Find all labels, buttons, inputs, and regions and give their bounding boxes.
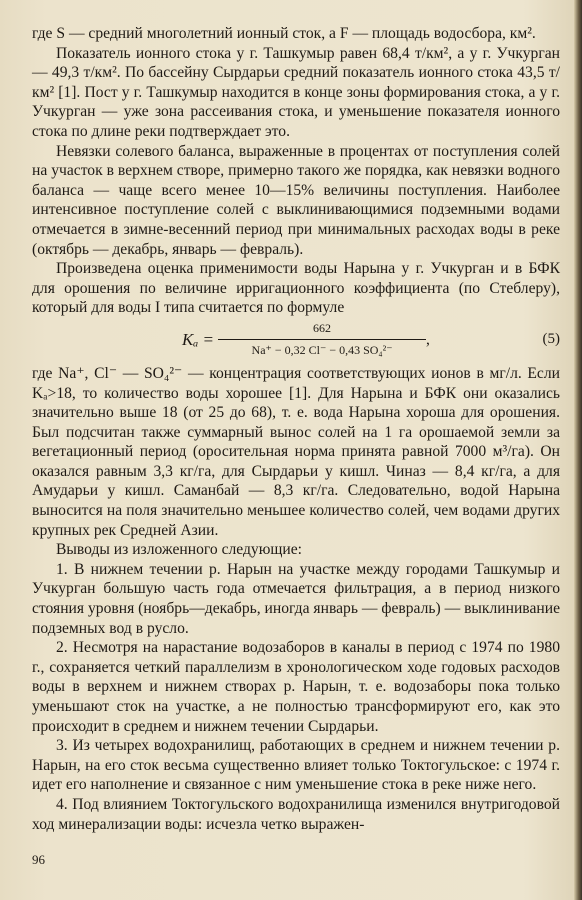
formula-5: [32, 320, 560, 360]
formula-numerator: 662: [218, 319, 426, 341]
paragraph-salt-balance: Невязки солевого баланса, выраженные в процентах от поступления солей на участок в верхнем створе, примерно такого же порядка, как невязки водного баланса — чаще всего менее 10—15% величины поступления. Наиболее интенсивное поступление солей с выклинивающимися подземными водами отмечается в зимне-весенний период при минимальных расходах воды в реке (октябрь — декабрь, январь — февраль).: [32, 142, 560, 258]
paragraph-ion-concentration: где Na⁺, Cl⁻ — SO₄²⁻ — концентрация соответствующих ионов в мг/л. Если Kₐ>18, то количество воды хорошее [1]. Для Нарына и БФК они оказались значительно выше 18 (от 25 до 68), т. е. вода Нарына хороша для орошения. Был подсчитан также суммарный вынос солей на 1 га орошаемой земли за вегетационный период (оросительная норма принята равной 7000 м³/га). Он оказался равным 3,3 кг/га, для Сырдарьи у кишл. Чиназ — 8,4 кг/га, а для Амударьи у кишл. Саманбай — 8,3 кг/га. Следовательно, водой Нарына выносится на поля значительно меньшее количество солей, чем водами других крупных рек Средней Азии.: [32, 364, 560, 539]
equation-number: (5): [542, 330, 560, 347]
paragraph-ion-runoff: Показатель ионного стока у г. Ташкумыр равен 68,4 т/км², а у г. Учкурган — 49,3 т/км². По бассейну Сырдарьи средний показатель ионного стока 43,5 т/км² [1]. Пост у г. Ташкумыр находится в конце зоны формирования стока, а у г. Учкурган — уже зона рассеивания стока, и уменьшение показателя ионного стока по длине реки подтверждает это.: [32, 44, 560, 140]
formula-tail: ,: [426, 331, 430, 349]
conclusion-4: 4. Под влиянием Токтогульского водохранилища изменился внутригодовой ход минерализации воды: исчезла четко выражен-: [32, 795, 560, 833]
formula-lhs: Kₐ =: [182, 330, 215, 350]
page-number: 96: [32, 852, 45, 867]
conclusion-2: 2. Несмотря на нарастание водозаборов в каналы в период с 1974 по 1980 г., сохраняется четкий параллелизм в хронологическом ходе годовых расходов воды в верхнем и нижнем створах р. Нарын, т. е. водозаборы пока только уменьшают сток на участке, а не полностью трансформируют его, как это происходит в среднем и нижнем течении Сырдарьи.: [32, 639, 560, 735]
formula-denominator: Na⁺ − 0,32 Cl⁻ − 0,43 SO₄²⁻: [251, 343, 393, 358]
page-edge-shadow: [574, 0, 582, 900]
conclusion-3: 3. Из четырех водохранилищ, работающих в среднем и нижнем течении р. Нарын, на его сток весьма существенно влияет только Токтогульское: с 1974 г. идет его наполнение и связанное с ним уменьшение стока в реке ниже него.: [32, 737, 560, 794]
body-text: [32, 24, 560, 834]
conclusion-1: 1. В нижнем течении р. Нарын на участке между городами Ташкумыр и Учкурган большую часть года отмечается фильтрация, а в период низкого стояния уровня (ноябрь—декабрь, иногда январь — февраль) — выклинивание подземных вод в русло.: [32, 560, 560, 637]
paragraph-irrigation-coefficient: Произведена оценка применимости воды Нарына у г. Учкурган и в БФК для орошения по величине ирригационного коэффициента (по Стеблеру), который для воды I типа считается по формуле: [32, 260, 560, 317]
paragraph-conclusions-intro: Выводы из изложенного следующие:: [56, 541, 302, 559]
paragraph-continuation: где S — средний многолетний ионный сток, а F — площадь водосбора, км².: [32, 25, 536, 42]
formula-fraction: [218, 319, 426, 361]
